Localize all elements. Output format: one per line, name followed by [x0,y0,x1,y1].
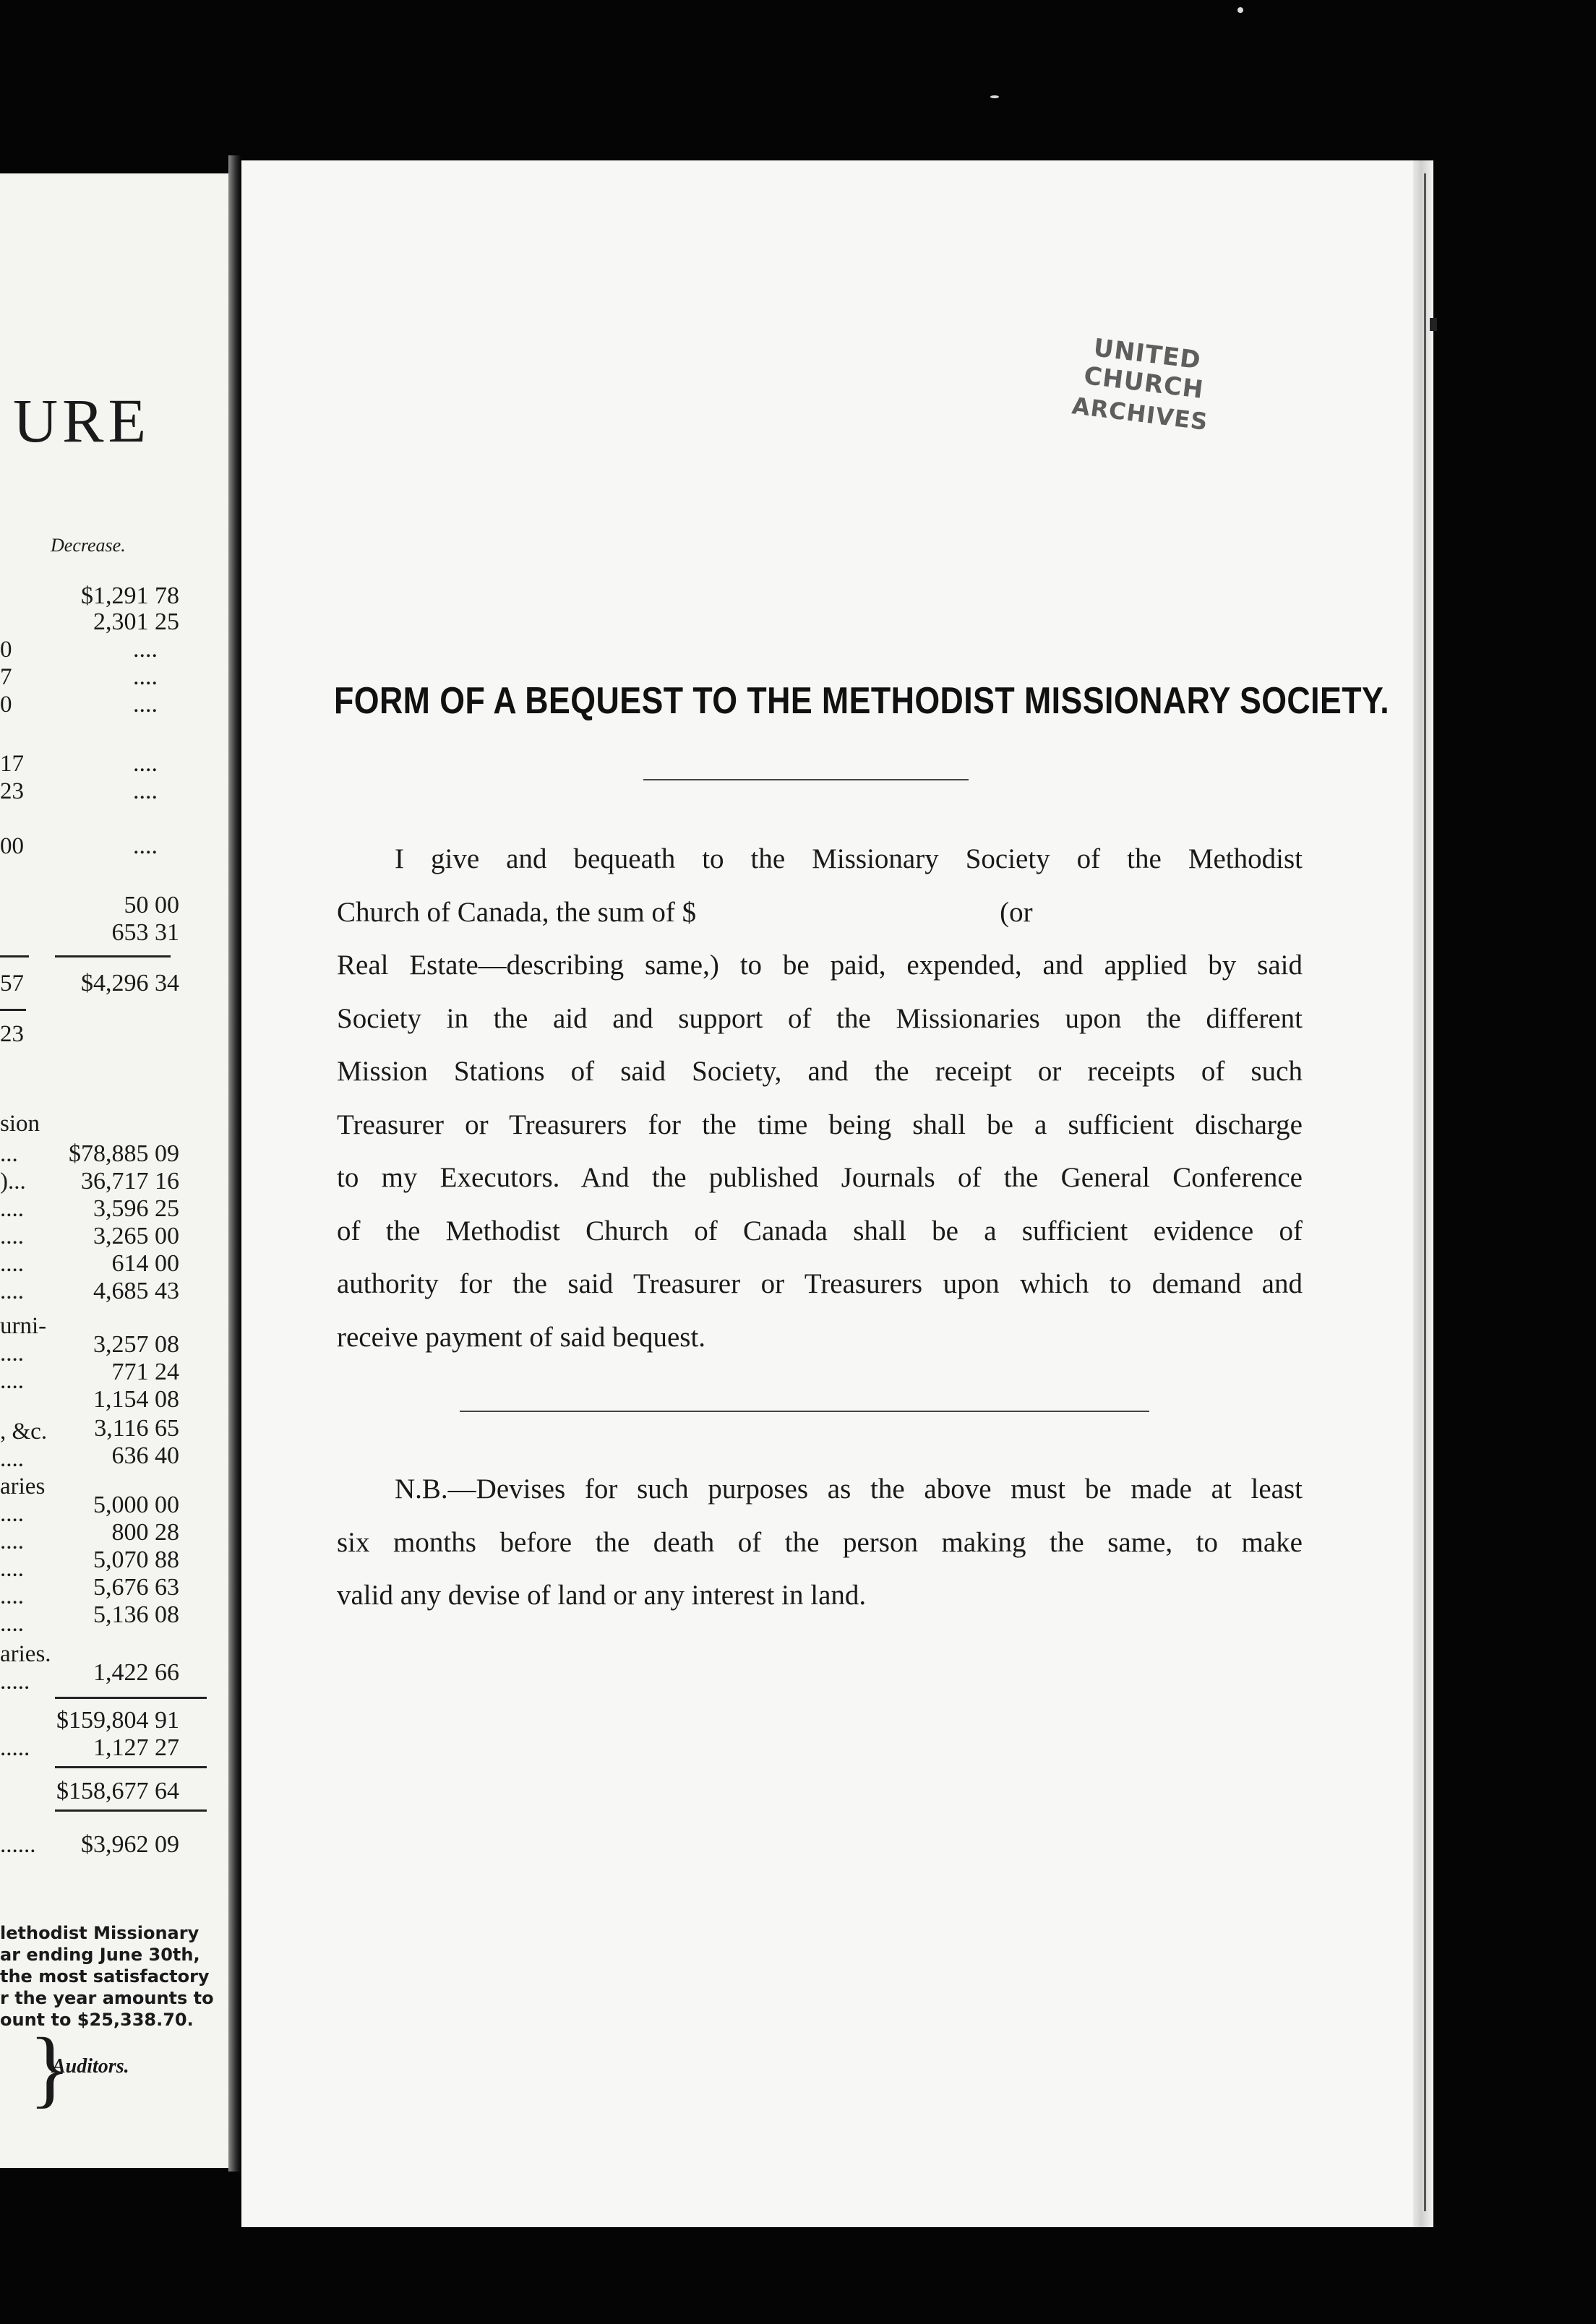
nb-paragraph [337,1463,1303,1622]
auditor-note-line: the most satisfactory [0,1966,210,1987]
ledger-label: .... [0,1196,24,1222]
rule [55,1766,207,1768]
auditor-note-line: lethodist Missionary [0,1923,200,1943]
ledger-value: 614 00 [111,1250,179,1277]
ledger-label: aries [0,1473,46,1499]
rule [55,1809,207,1812]
heading-fragment: URE [13,386,150,455]
auditors-label: Auditors. [52,2055,129,2078]
rule [0,955,29,957]
decrease-total: $4,296 34 [81,970,179,997]
ledger-label: .... [0,1251,24,1277]
ledger-value: 5,000 00 [93,1492,179,1518]
ledger-value: 5,136 08 [93,1601,179,1628]
page-edge-line [1424,173,1426,2211]
ledger-label: .... [0,1340,24,1367]
paragraph-line: to my Executors. And the published Journals of the General Conference [337,1162,1303,1193]
ledger-value: $78,885 09 [69,1140,179,1167]
final-label: ...... [0,1832,36,1858]
document-title: FORM OF A BEQUEST TO THE METHODIST MISSIONARY SOCIETY. [334,680,1390,722]
or-label: (or [1000,896,1033,928]
decrease-value: 653 31 [111,919,179,946]
ledger-value: 3,257 08 [93,1331,179,1358]
ledger-value: 3,596 25 [93,1195,179,1222]
stub-label: 17 [0,751,24,777]
ledger-label: sion [0,1111,40,1137]
paragraph-line: six months before the death of the person making the same, to make [337,1526,1303,1558]
ledger-label: .... [0,1278,24,1304]
previous-page-fragment [0,173,228,2168]
ledger-value: 5,070 88 [93,1546,179,1573]
sum-of-label: Church of Canada, the sum of $ [337,896,697,928]
auditor-note-line: ount to $25,338.70. [0,2010,194,2030]
deduction-label: ..... [0,1735,30,1761]
ledger-value: 771 24 [111,1359,179,1385]
paragraph-line: Mission Stations of said Society, and the receipt or receipts of such [337,1056,1303,1087]
paragraph-line: Real Estate—describing same,) to be paid, expended, and applied by said [337,950,1303,981]
ledger-label: .... [0,1223,24,1249]
ledger-label: .... [0,1583,24,1609]
ledger-value: 636 40 [111,1442,179,1469]
decrease-value: .... [133,778,158,804]
section-rule [460,1411,1149,1412]
paragraph-line: of the Methodist Church of Canada shall be a sufficient evidence of [337,1215,1303,1247]
stub-label: 0 [0,637,12,663]
net-total-value: $158,677 64 [56,1778,179,1804]
row-label: 23 [0,1021,24,1047]
ledger-label: .... [0,1446,24,1472]
decrease-value: $1,291 78 [81,582,179,609]
ledger-label: aries. [0,1641,51,1667]
decrease-value: .... [133,663,158,690]
stub-label: 23 [0,778,24,804]
stamp-line: ARCHIVES [1070,392,1210,436]
decrease-value: 50 00 [124,892,179,918]
decrease-value: .... [133,832,158,859]
total-label: 57 [0,971,24,997]
ledger-value: 3,265 00 [93,1223,179,1249]
decrease-column-header: Decrease. [51,535,126,556]
decrease-value: .... [133,636,158,663]
ledger-label: .... [0,1368,24,1394]
ledger-value: 4,685 43 [93,1278,179,1304]
paragraph-line: valid any devise of land or any interest in land. [337,1580,867,1611]
stub-label: 7 [0,664,12,690]
paragraph-line: authority for the said Treasurer or Treasurers upon which to demand and [337,1268,1303,1299]
decrease-value: .... [133,750,158,777]
ledger-label: .... [0,1611,24,1637]
paragraph-line: N.B.—Devises for such purposes as the above must be made at least [395,1473,1303,1505]
auditor-note-line: ar ending June 30th, [0,1945,200,1965]
ledger-label: .... [0,1501,24,1527]
ledger-label: ..... [0,1669,30,1695]
page-edge [1413,160,1433,2227]
paragraph-line: I give and bequeath to the Missionary Society of the Methodist [395,843,1303,874]
ledger-value: 3,116 65 [94,1415,179,1442]
ledger-value: 1,422 66 [93,1659,179,1686]
final-value: $3,962 09 [81,1831,179,1858]
ledger-value: 1,154 08 [93,1386,179,1413]
deduction-value: 1,127 27 [93,1734,179,1761]
title-rule [643,779,969,780]
dust-speck [1237,7,1243,13]
auditor-note-line: r the year amounts to [0,1988,214,2008]
subtotal-value: $159,804 91 [56,1707,179,1734]
rule [0,1009,26,1011]
rule [55,955,171,957]
stamp-line: UNITED CHURCH [1082,333,1206,405]
ledger-label: ... [0,1141,18,1167]
ledger-label: .... [0,1528,24,1554]
bequest-paragraph [337,832,1303,1364]
ledger-label: .... [0,1556,24,1582]
stub-label: 00 [0,833,24,859]
ledger-label: urni- [0,1313,47,1339]
paragraph-line: Society in the aid and support of the Missionaries upon the different [337,1002,1303,1034]
paragraph-line [337,886,1303,939]
book-gutter [228,155,241,2172]
ledger-value: 5,676 63 [93,1574,179,1601]
edge-mark [1430,318,1437,331]
ledger-value: 36,717 16 [81,1168,179,1195]
rule [55,1697,207,1699]
paragraph-line: Treasurer or Treasurers for the time being shall be a sufficient discharge [337,1109,1303,1140]
decrease-value: 2,301 25 [93,608,179,635]
ledger-value: 800 28 [111,1519,179,1546]
ledger-label: )... [0,1169,26,1195]
brace-glyph: } [29,2020,71,2116]
ledger-label: , &c. [0,1419,48,1445]
stub-label: 0 [0,692,12,718]
decrease-value: .... [133,691,158,718]
paragraph-line: receive payment of said bequest. [337,1321,706,1353]
dust-speck [990,95,999,98]
